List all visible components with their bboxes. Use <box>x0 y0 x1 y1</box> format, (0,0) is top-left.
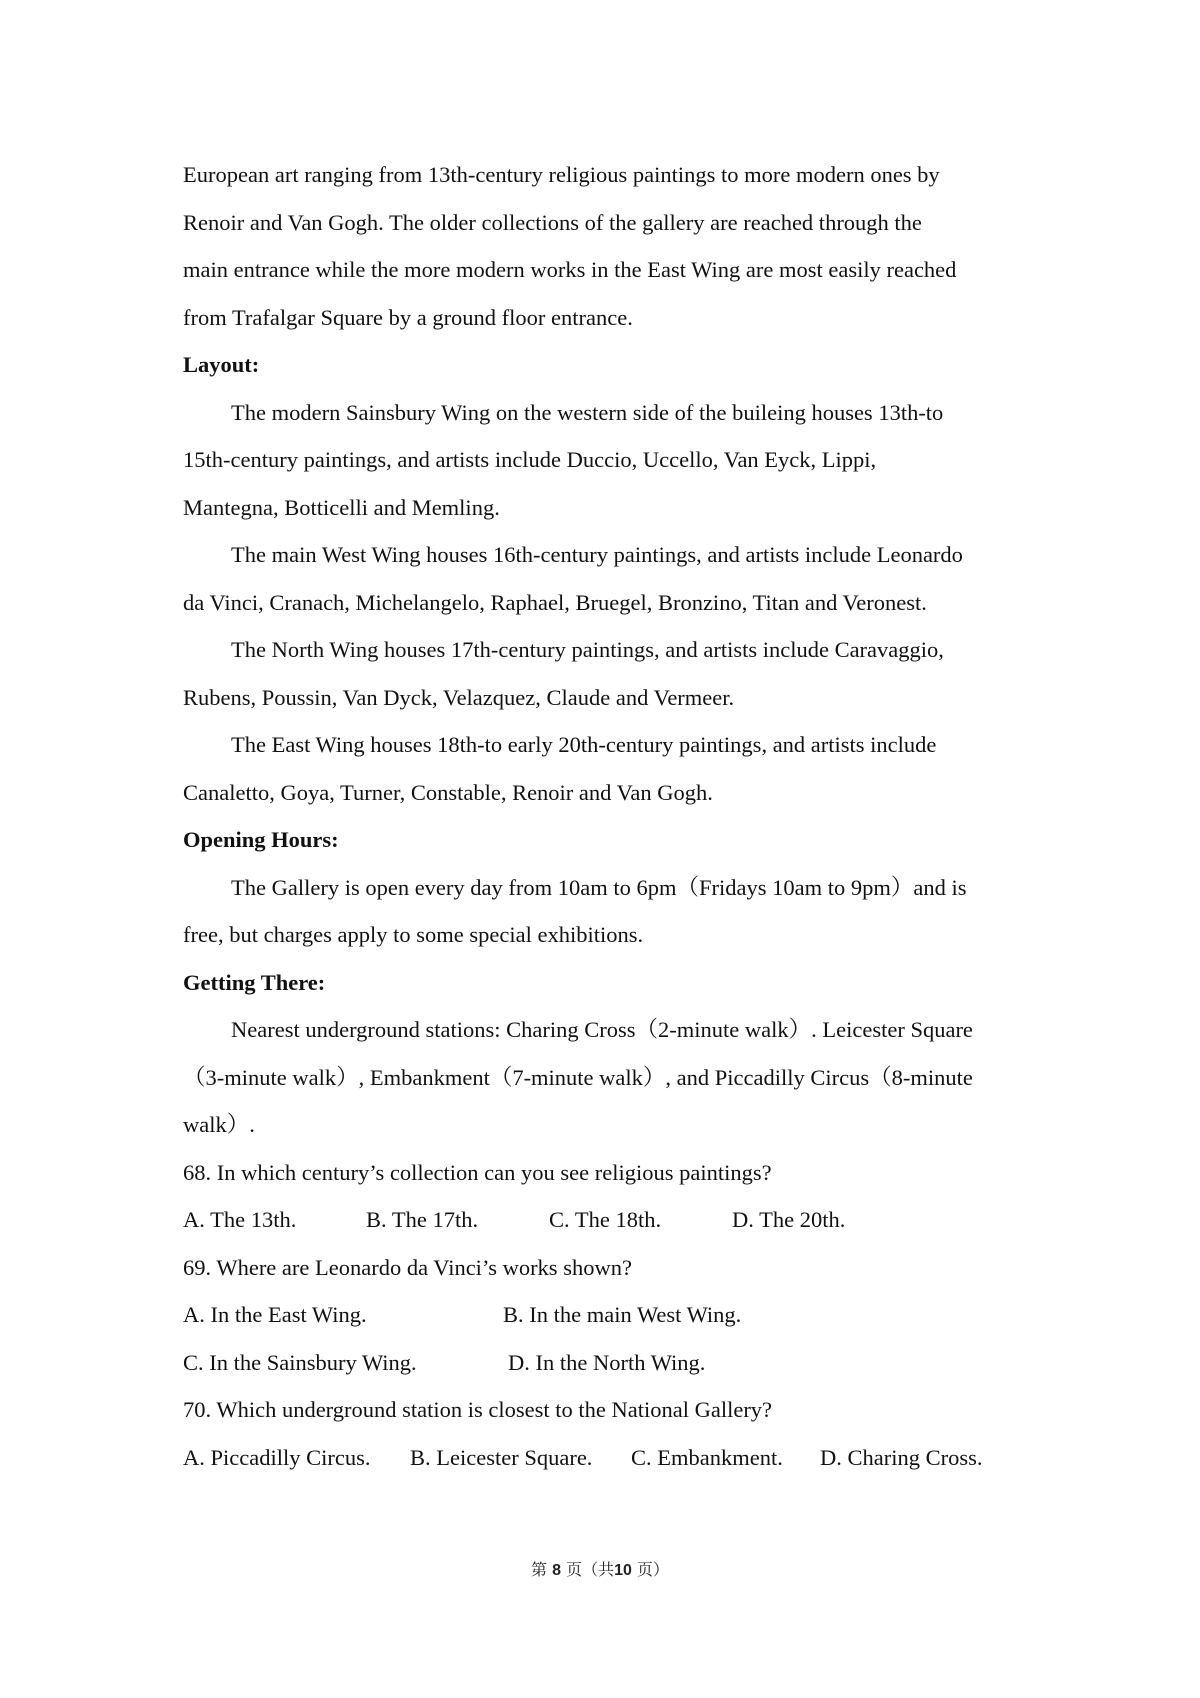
layout-east-wing-paragraph <box>183 721 1033 816</box>
paragraph-line: The North Wing houses 17th-century paintings, and artists include Caravaggio, <box>231 637 944 662</box>
intro-line: main entrance while the more modern works in the East Wing are most easily reached <box>183 257 957 282</box>
option-b: B. In the main West Wing. <box>503 1302 742 1327</box>
answer-options <box>183 1339 1033 1387</box>
intro-line: from Trafalgar Square by a ground floor entrance. <box>183 304 633 330</box>
layout-sainsbury-wing-paragraph <box>183 389 1033 532</box>
footer-suffix: 页） <box>637 1560 670 1579</box>
paragraph-line: Rubens, Poussin, Van Dyck, Velazquez, Claude and Vermeer. <box>183 684 735 710</box>
layout-west-wing-paragraph <box>183 531 1033 626</box>
option-b: B. Leicester Square. <box>410 1444 593 1470</box>
total-page-count: 10 <box>614 1562 632 1579</box>
option-c: C. Embankment. <box>631 1444 783 1470</box>
answer-options <box>183 1196 1033 1244</box>
paragraph-line: The main West Wing houses 16th-century paintings, and artists include Leonardo <box>231 542 963 567</box>
paragraph-line: walk）. <box>183 1112 255 1137</box>
paragraph-line: The East Wing houses 18th-to early 20th-century paintings, and artists include <box>231 732 937 757</box>
getting-there-paragraph <box>183 1006 1033 1149</box>
document-body <box>183 151 1033 1481</box>
intro-line: European art ranging from 13th-century religious paintings to more modern ones by <box>183 162 940 187</box>
paragraph-line: The Gallery is open every day from 10am to 6pm（Fridays 10am to 9pm）and is <box>231 874 967 900</box>
question-70 <box>183 1386 1033 1481</box>
question-stem: 70. Which underground station is closest to the National Gallery? <box>183 1397 773 1422</box>
option-d: D. In the North Wing. <box>508 1349 706 1375</box>
option-a: A. The 13th. <box>183 1207 297 1232</box>
paragraph-line: free, but charges apply to some special exhibitions. <box>183 922 644 947</box>
option-c: C. In the Sainsbury Wing. <box>183 1349 417 1375</box>
intro-paragraph <box>183 151 1033 341</box>
paragraph-line: The modern Sainsbury Wing on the western side of the buileing houses 13th-to <box>231 399 944 425</box>
paragraph-line: （3-minute walk）, Embankment（7-minute walk）, and Piccadilly Circus（8-minute <box>183 1064 973 1090</box>
option-a: A. In the East Wing. <box>183 1302 367 1327</box>
question-stem: 69. Where are Leonardo da Vinci’s works shown? <box>183 1254 632 1280</box>
option-c: C. The 18th. <box>549 1207 662 1232</box>
footer-prefix: 第 <box>530 1560 547 1579</box>
intro-line: Renoir and Van Gogh. The older collections of the gallery are reached through the <box>183 209 922 235</box>
question-stem: 68. In which century’s collection can you see religious paintings? <box>183 1159 772 1185</box>
paragraph-line: Canaletto, Goya, Turner, Constable, Renoir and Van Gogh. <box>183 779 713 805</box>
paragraph-line: Mantegna, Botticelli and Memling. <box>183 494 500 520</box>
paragraph-line: da Vinci, Cranach, Michelangelo, Raphael, Bruegel, Bronzino, Titan and Veronest. <box>183 589 927 615</box>
paragraph-line: 15th-century paintings, and artists include Duccio, Uccello, Van Eyck, Lippi, <box>183 447 877 472</box>
getting-there-heading: Getting There: <box>183 969 326 995</box>
option-d: D. The 20th. <box>732 1207 846 1232</box>
option-a: A. Piccadilly Circus. <box>183 1444 371 1470</box>
question-69 <box>183 1244 1033 1387</box>
layout-north-wing-paragraph <box>183 626 1033 721</box>
option-b: B. The 17th. <box>366 1207 479 1232</box>
layout-heading: Layout: <box>183 352 260 377</box>
current-page-number: 8 <box>552 1562 561 1579</box>
question-68 <box>183 1149 1033 1244</box>
opening-hours-heading: Opening Hours: <box>183 827 339 852</box>
paragraph-line: Nearest underground stations: Charing Cross（2-minute walk）. Leicester Square <box>231 1017 973 1042</box>
answer-options <box>183 1434 1033 1482</box>
option-d: D. Charing Cross. <box>820 1444 983 1470</box>
page-footer <box>0 1557 1200 1580</box>
answer-options <box>183 1291 1033 1339</box>
opening-hours-paragraph <box>183 864 1033 959</box>
footer-middle: 页（共 <box>566 1560 615 1579</box>
